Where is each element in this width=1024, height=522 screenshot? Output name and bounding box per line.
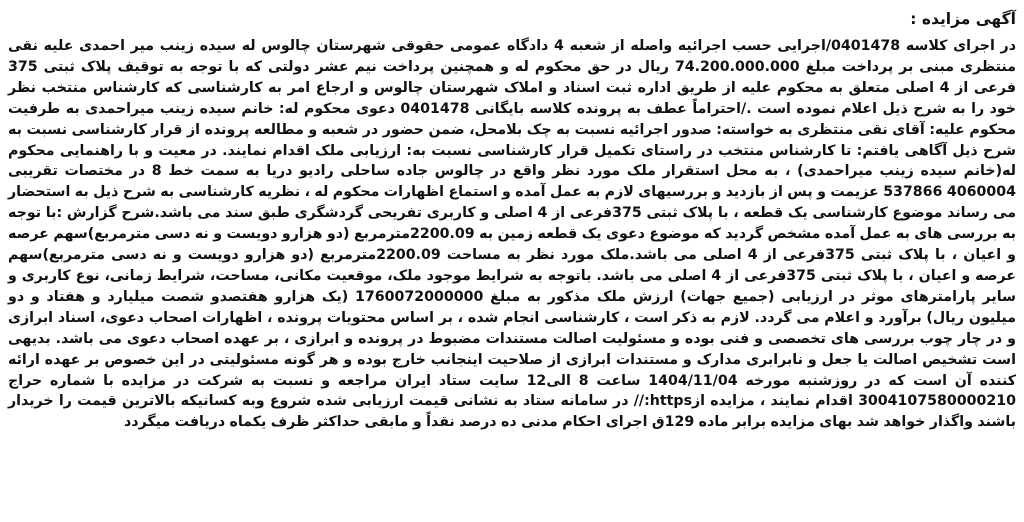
notice-body-text: در اجرای کلاسه 0401478/اجرایی حسب اجرائیه واصله از شعبه 4 دادگاه عمومی حقوقی شهرستان چالوس له سیده زینب میر احمدی علیه نقی منتظری مبنی بر پرداخت مبلغ 74.200.000.000 ریال در حق محکوم له و همچنین پرداخت نیم عشر دولتی که با توجه به توقیف پلاک ثبتی 375 فرعی از 4 اصلی متعلق به محکوم علیه از طریق اداره ثبت اسناد و املاک شهرستان چالوس و ارجاع امر به کارشناسی که کارشناس منتخب نظر خود را به شرح ذیل اعلام نموده است ./احتراماً عطف به پرونده کلاسه بایگانی 0401478 دعوی محکوم له: خانم سیده زینب میراحمدی به طرفیت محکوم علیه: آقای نقی منتظری به خواسته: صدور اجرائیه نسبت به چک بلامحل، ضمن حضور در شعبه و مطالعه پرونده از قرار کارشناسی نسبت به شرح ذیل آگاهی یافتم: تا کارشناس منتخب در راستای تکمیل قرار کارشناسی نسبت به: ارزیابی ملک اقدام نمایند. در معیت و با راهنمایی محکوم له(خانم سیده زینب میراحمدی) ، به محل استقرار ملک مورد نظر واقع در چالوس جاده ساحلی رادیو دریا به سمت خط 8 در مختصات تقریبی 4060004 537866 عزیمت و پس از بازدید و بررسیهای لازم به عمل آمده و استماع اظهارات محکوم له ، نظریه کارشناسی به شرح ذیل به استحضار می رساند موضوع کارشناسی یک قطعه ، با پلاک ثبتی 375فرعی از 4 اصلی و کاربری تفریحی گردشگری طبق سند می باشد.شرح گزارش :با توجه به بررسی های به عمل آمده مشخص گردید که موضوع دعوی یک قطعه زمین به 2200.09مترمربع (دو هزارو دویست و نه دسی مترمربع)سهم عرصه و اعیان ، با پلاک ثبتی 375فرعی از 4 اصلی می باشد.ملک مورد نظر به مساحت 2200.09مترمربع (دو هزارو دویست و نه دسی مترمربع)سهم عرصه و اعیان ، با پلاک ثبتی 375فرعی از 4 اصلی می باشد. باتوجه به شرایط موجود ملک، موقعیت مکانی، مساحت، شرایط زمانی، نوع کاربری و سایر پارامترهای موثر در ارزیابی (جمیع جهات) ارزش ملک مذکور به مبلغ 1760072000000 (یک هزارو هفتصدو شصت میلیارد و هفتاد و دو میلیون ریال) برآورد و اعلام می گردد. لازم به ذکر است ، کارشناسی انجام شده ، بر اساس محتویات پرونده ، اظهارات اصحاب دعوی، اسناد ابرازی و در چار چوب بررسی های تخصصی و فنی بوده و مسئولیت اصالت مستندات مضبوط در پرونده و ابرازی ، بر عهده اصحاب دعوی می باشد. بدیهی است تشخیص اصالت یا جعل و نابرابری مدارک و مستندات ابرازی از صلاحیت اینجانب خارج بوده و هر گونه مسئولیتی در این خصوص بر عهده ارائه کننده آن است که در روزشنبه مورخه 1404/11/04 ساعت 8 الی12 سایت ستاد ایران مراجعه و نسبت به شرکت در مزایده با شماره حراج 3004107580000210 اقدام نمایند ، مزایده ازhttps:// در سامانه ستاد به نشانی قیمت ارزیابی شده شروع وبه کسانیکه بالاترین قیمت را خریدار باشند واگذار خواهد شد بهای مزایده برابر ماده 129ق اجرای احکام مدنی ده درصد نقداً و مابقی حداکثر ظرف یکماه دریافت میگردد bbox=[8, 38, 1017, 431]
notice-title: آگهی مزایده : bbox=[910, 10, 1016, 28]
